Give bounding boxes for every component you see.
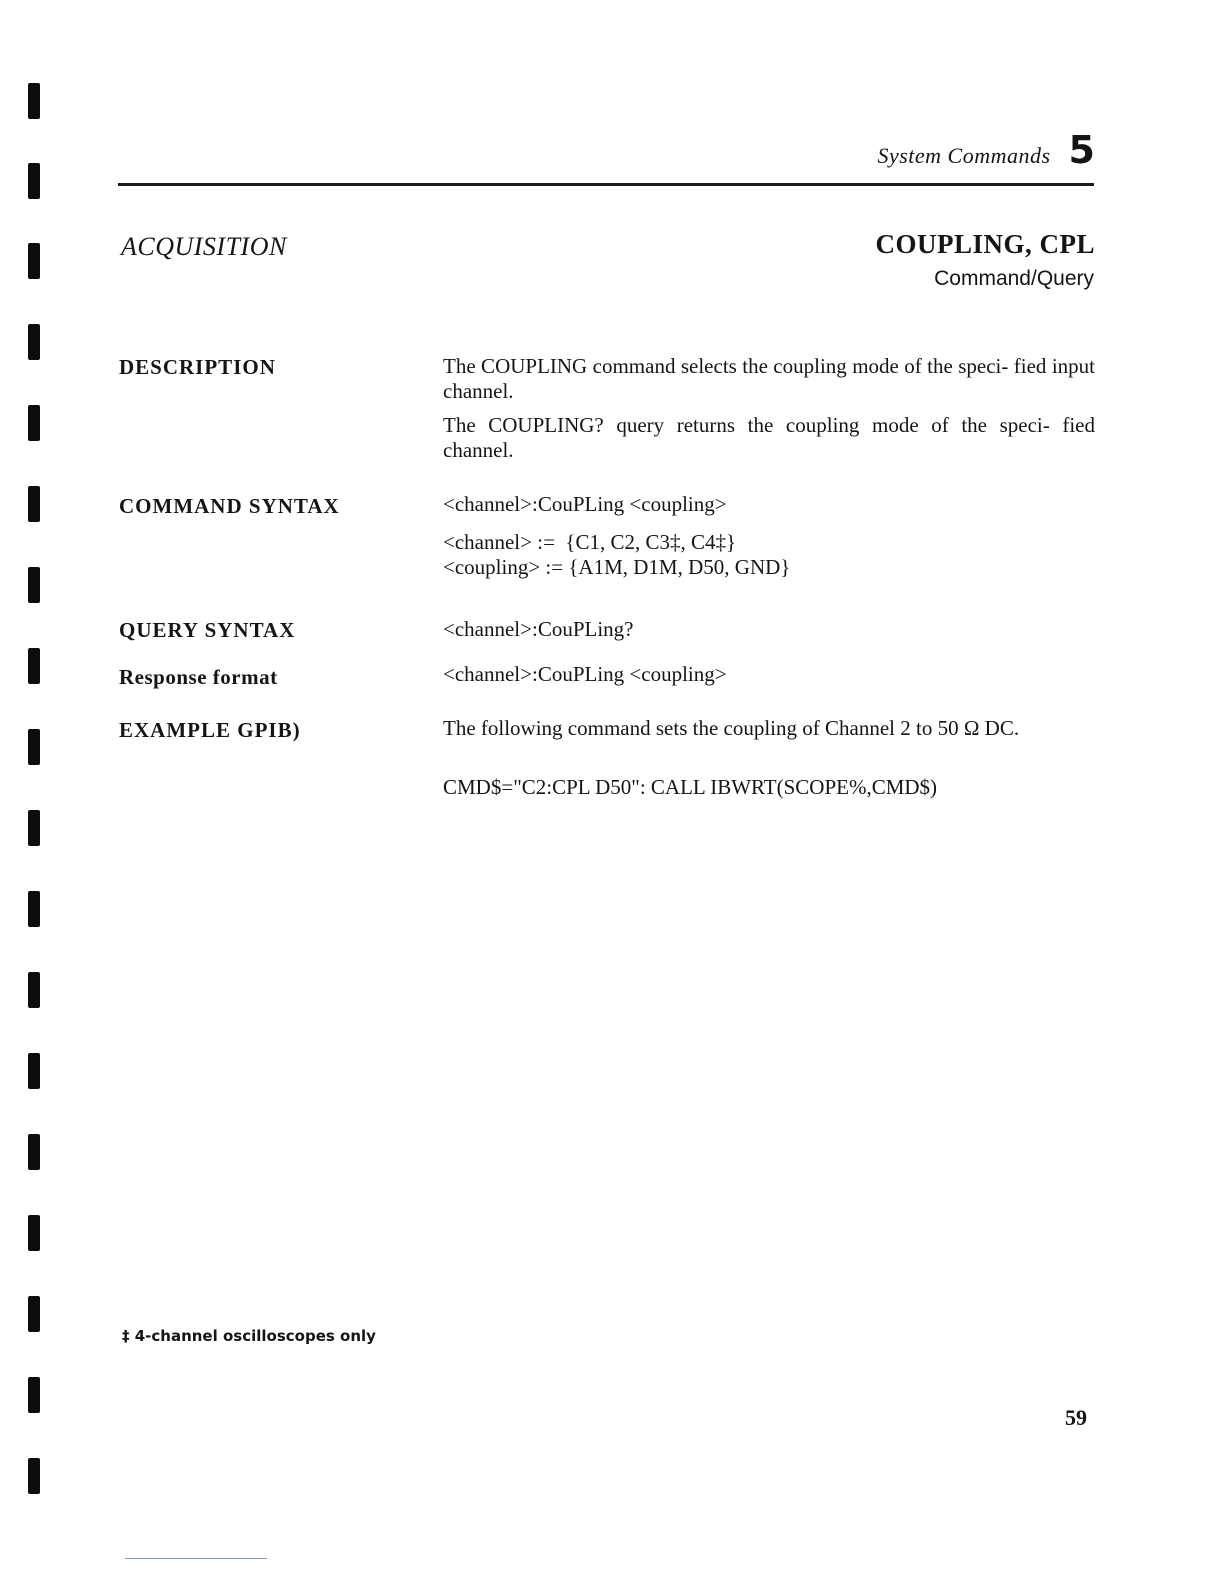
channel-definition: <channel> := {C1, C2, C3‡, C4‡} <box>443 530 737 554</box>
binder-mark <box>28 972 40 1008</box>
binder-mark <box>28 891 40 927</box>
example-label: EXAMPLE GPIB) <box>119 718 301 742</box>
response-format-label: Response format <box>119 665 278 689</box>
chapter-number: 5 <box>1068 128 1095 172</box>
query-syntax-label: QUERY SYNTAX <box>119 618 296 642</box>
binder-mark <box>28 163 40 199</box>
description-paragraph-1: The COUPLING command selects the coupling mode of the speci- fied input channel. <box>443 354 1095 403</box>
example-code: CMD$="C2:CPL D50": CALL IBWRT(SCOPE%,CMD$) <box>443 775 938 799</box>
binder-mark <box>28 567 40 603</box>
command-category: ACQUISITION <box>121 232 287 261</box>
section-title: System Commands <box>877 143 1051 168</box>
header-rule <box>118 183 1094 186</box>
command-syntax-label: COMMAND SYNTAX <box>119 494 340 518</box>
binder-mark <box>28 486 40 522</box>
binder-mark <box>28 405 40 441</box>
binder-mark <box>28 243 40 279</box>
binder-mark <box>28 83 40 119</box>
command-syntax-line: <channel>:CouPLing <coupling> <box>443 492 727 516</box>
binder-mark <box>28 1134 40 1170</box>
binder-mark <box>28 1215 40 1251</box>
binder-mark <box>28 324 40 360</box>
binder-mark <box>28 810 40 846</box>
response-format-line: <channel>:CouPLing <coupling> <box>443 662 727 686</box>
binder-mark <box>28 1053 40 1089</box>
description-label: DESCRIPTION <box>119 355 276 379</box>
example-text: The following command sets the coupling of Channel 2 to 50 Ω DC. <box>443 716 1020 740</box>
coupling-definition: <coupling> := {A1M, D1M, D50, GND} <box>443 555 791 579</box>
binder-mark <box>28 1377 40 1413</box>
command-title: COUPLING, CPL <box>875 229 1095 259</box>
binder-mark <box>28 648 40 684</box>
footnote: ‡ 4-channel oscilloscopes only <box>122 1327 376 1345</box>
description-paragraph-2: The COUPLING? query returns the coupling mode of the speci- fied channel. <box>443 413 1095 462</box>
bottom-divider <box>125 1558 267 1559</box>
page-number: 59 <box>1065 1405 1087 1430</box>
command-type: Command/Query <box>934 267 1094 290</box>
query-syntax-line: <channel>:CouPLing? <box>443 617 634 641</box>
binder-mark <box>28 729 40 765</box>
running-header <box>877 128 1095 172</box>
binder-mark <box>28 1458 40 1494</box>
binder-mark <box>28 1296 40 1332</box>
